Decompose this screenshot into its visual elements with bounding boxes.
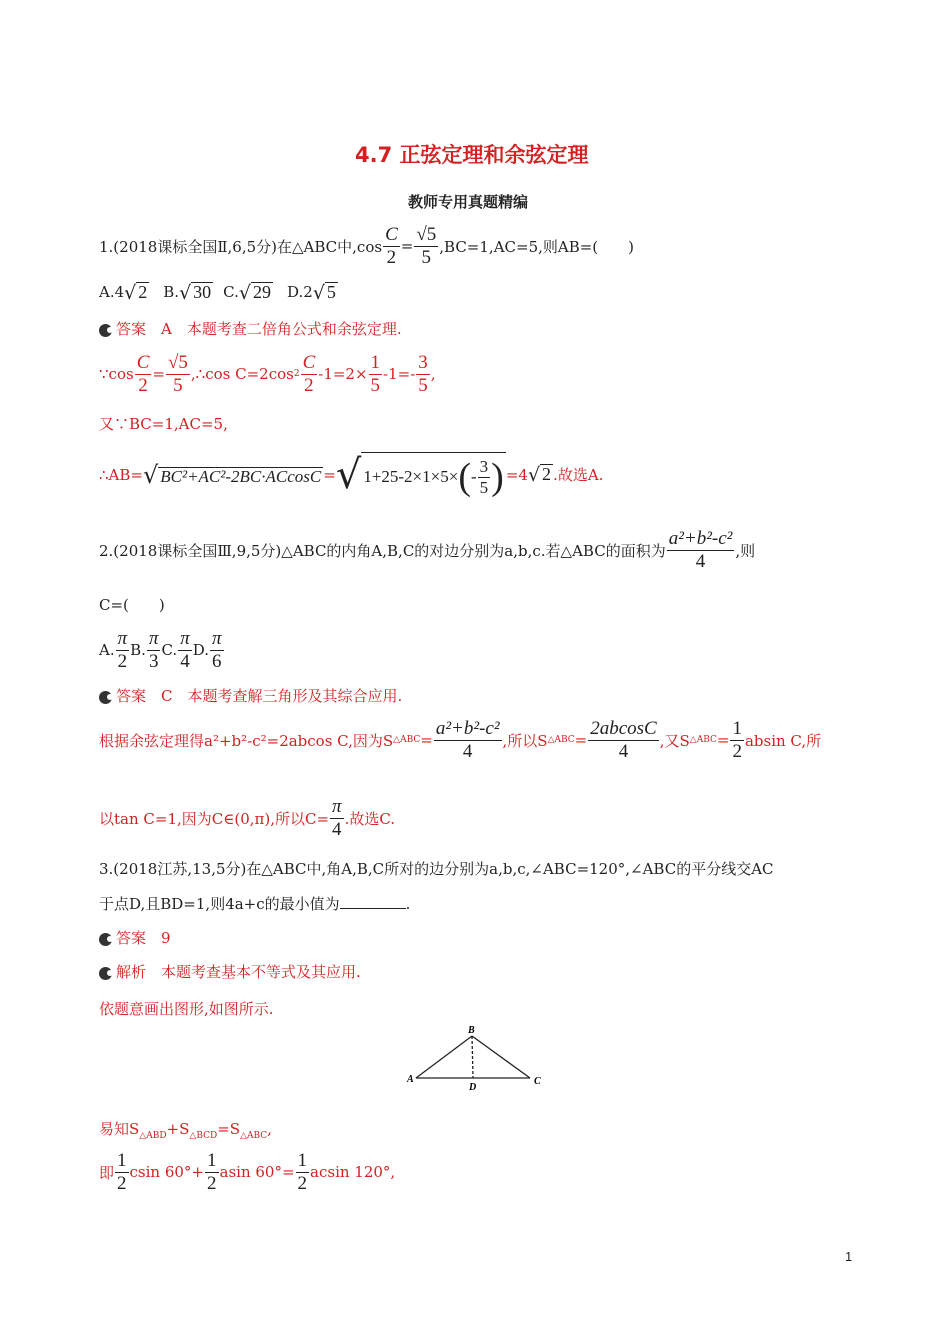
q2-question-line2: C=( ): [99, 596, 165, 614]
q3-draw: 依题意画出图形,如图所示.: [99, 1000, 274, 1018]
answer-blank: [340, 894, 406, 909]
q2-options: A. $\frac{\pi}{2}$ B. $\frac{\pi}{3}$ C. $\frac{\pi}{4}$ D. $\frac{\pi}{6}$: [99, 628, 222, 672]
q3-equation: 即 $\frac{1}{2}$ csin 60°+ $\frac{1}{2}$ asin 60°= $\frac{1}{2}$ acsin 120°,: [99, 1150, 396, 1194]
section-subtitle: 教师专用真题精编: [408, 193, 529, 211]
answer-marker-icon: [99, 324, 112, 337]
q3-question: 3.(2018江苏,13,5分)在△ABC中,角A,B,C所对的边分别为a,b,c,∠ABC=120°,∠ABC的平分线交AC: [99, 860, 774, 878]
page-number: 1: [845, 1249, 853, 1264]
q1-answer: 答案 A 本题考查二倍角公式和余弦定理.: [99, 318, 402, 339]
q2-answer: 答案 C 本题考查解三角形及其综合应用.: [99, 685, 402, 706]
q1-options: A.4 √ 2 B. √ 30 C. √ 29 D.2 √ 5: [99, 281, 336, 304]
q1-step3: ∴AB= √ BC²+AC²-2BC·ACcosC = √ 1+25-2×1×5× ( - $\frac{3}{5}$ ) =4 √ 2 .故选A.: [99, 451, 604, 499]
q2-solution-line2: 以tan C=1,因为C∈(0,π),所以C= $\frac{\pi}{4}$ .故选C.: [99, 796, 396, 840]
q3-known: 易知$S_{\triangle ABD}+S_{\triangle BCD}=S_{\triangle ABC}$,: [99, 1120, 272, 1141]
q2-question: 2.(2018课标全国Ⅲ,9,5分)△ABC的内角A,B,C的对边分别为a,b,c.若△ABC的面积为 $\frac{\text{a²+b²-c²}}{4}$ ,则: [99, 528, 756, 572]
vertex-a-label: A: [407, 1074, 414, 1085]
answer-marker-icon: [99, 933, 112, 946]
page-title: 4.7 正弦定理和余弦定理: [355, 143, 589, 167]
answer-marker-icon: [99, 691, 112, 704]
point-d-label: D: [469, 1082, 477, 1093]
q3-question-line2: 于点D,且BD=1,则4a+c的最小值为 .: [99, 895, 411, 913]
vertex-b-label: B: [468, 1025, 475, 1036]
q3-analysis: 解析 本题考查基本不等式及其应用.: [99, 961, 361, 982]
q1-question: 1.(2018课标全国Ⅱ,6,5分)在△ABC中,cos $\frac{C}{2}$ = $\frac{√5}{5}$ ,BC=1,AC=5,则AB=( ): [99, 224, 635, 268]
q1-step2: 又∵BC=1,AC=5,: [99, 415, 228, 433]
analysis-marker-icon: [99, 967, 112, 980]
q2-solution: 根据余弦定理得a²+b²-c²=2abcos C,因为S △ABC = $\frac{\text{a²+b²-c²}}{4}$ ,所以S △ABC = $\frac{2abcosC}{4}$ ,又S △ABC = $\frac{1}{2}$ absin C,所: [99, 718, 822, 762]
vertex-c-label: C: [534, 1076, 541, 1087]
triangle-figure: [400, 1020, 560, 1095]
q3-answer: 答案 9: [99, 927, 171, 948]
q1-step1: ∵cos $\frac{C}{2}$ = $\frac{√5}{5}$ ,∴cos C=2cos 2 $\frac{C}{2}$ -1=2× $\frac{1}{5}$ -1=- $\frac{3}{5}$ ,: [99, 352, 436, 396]
